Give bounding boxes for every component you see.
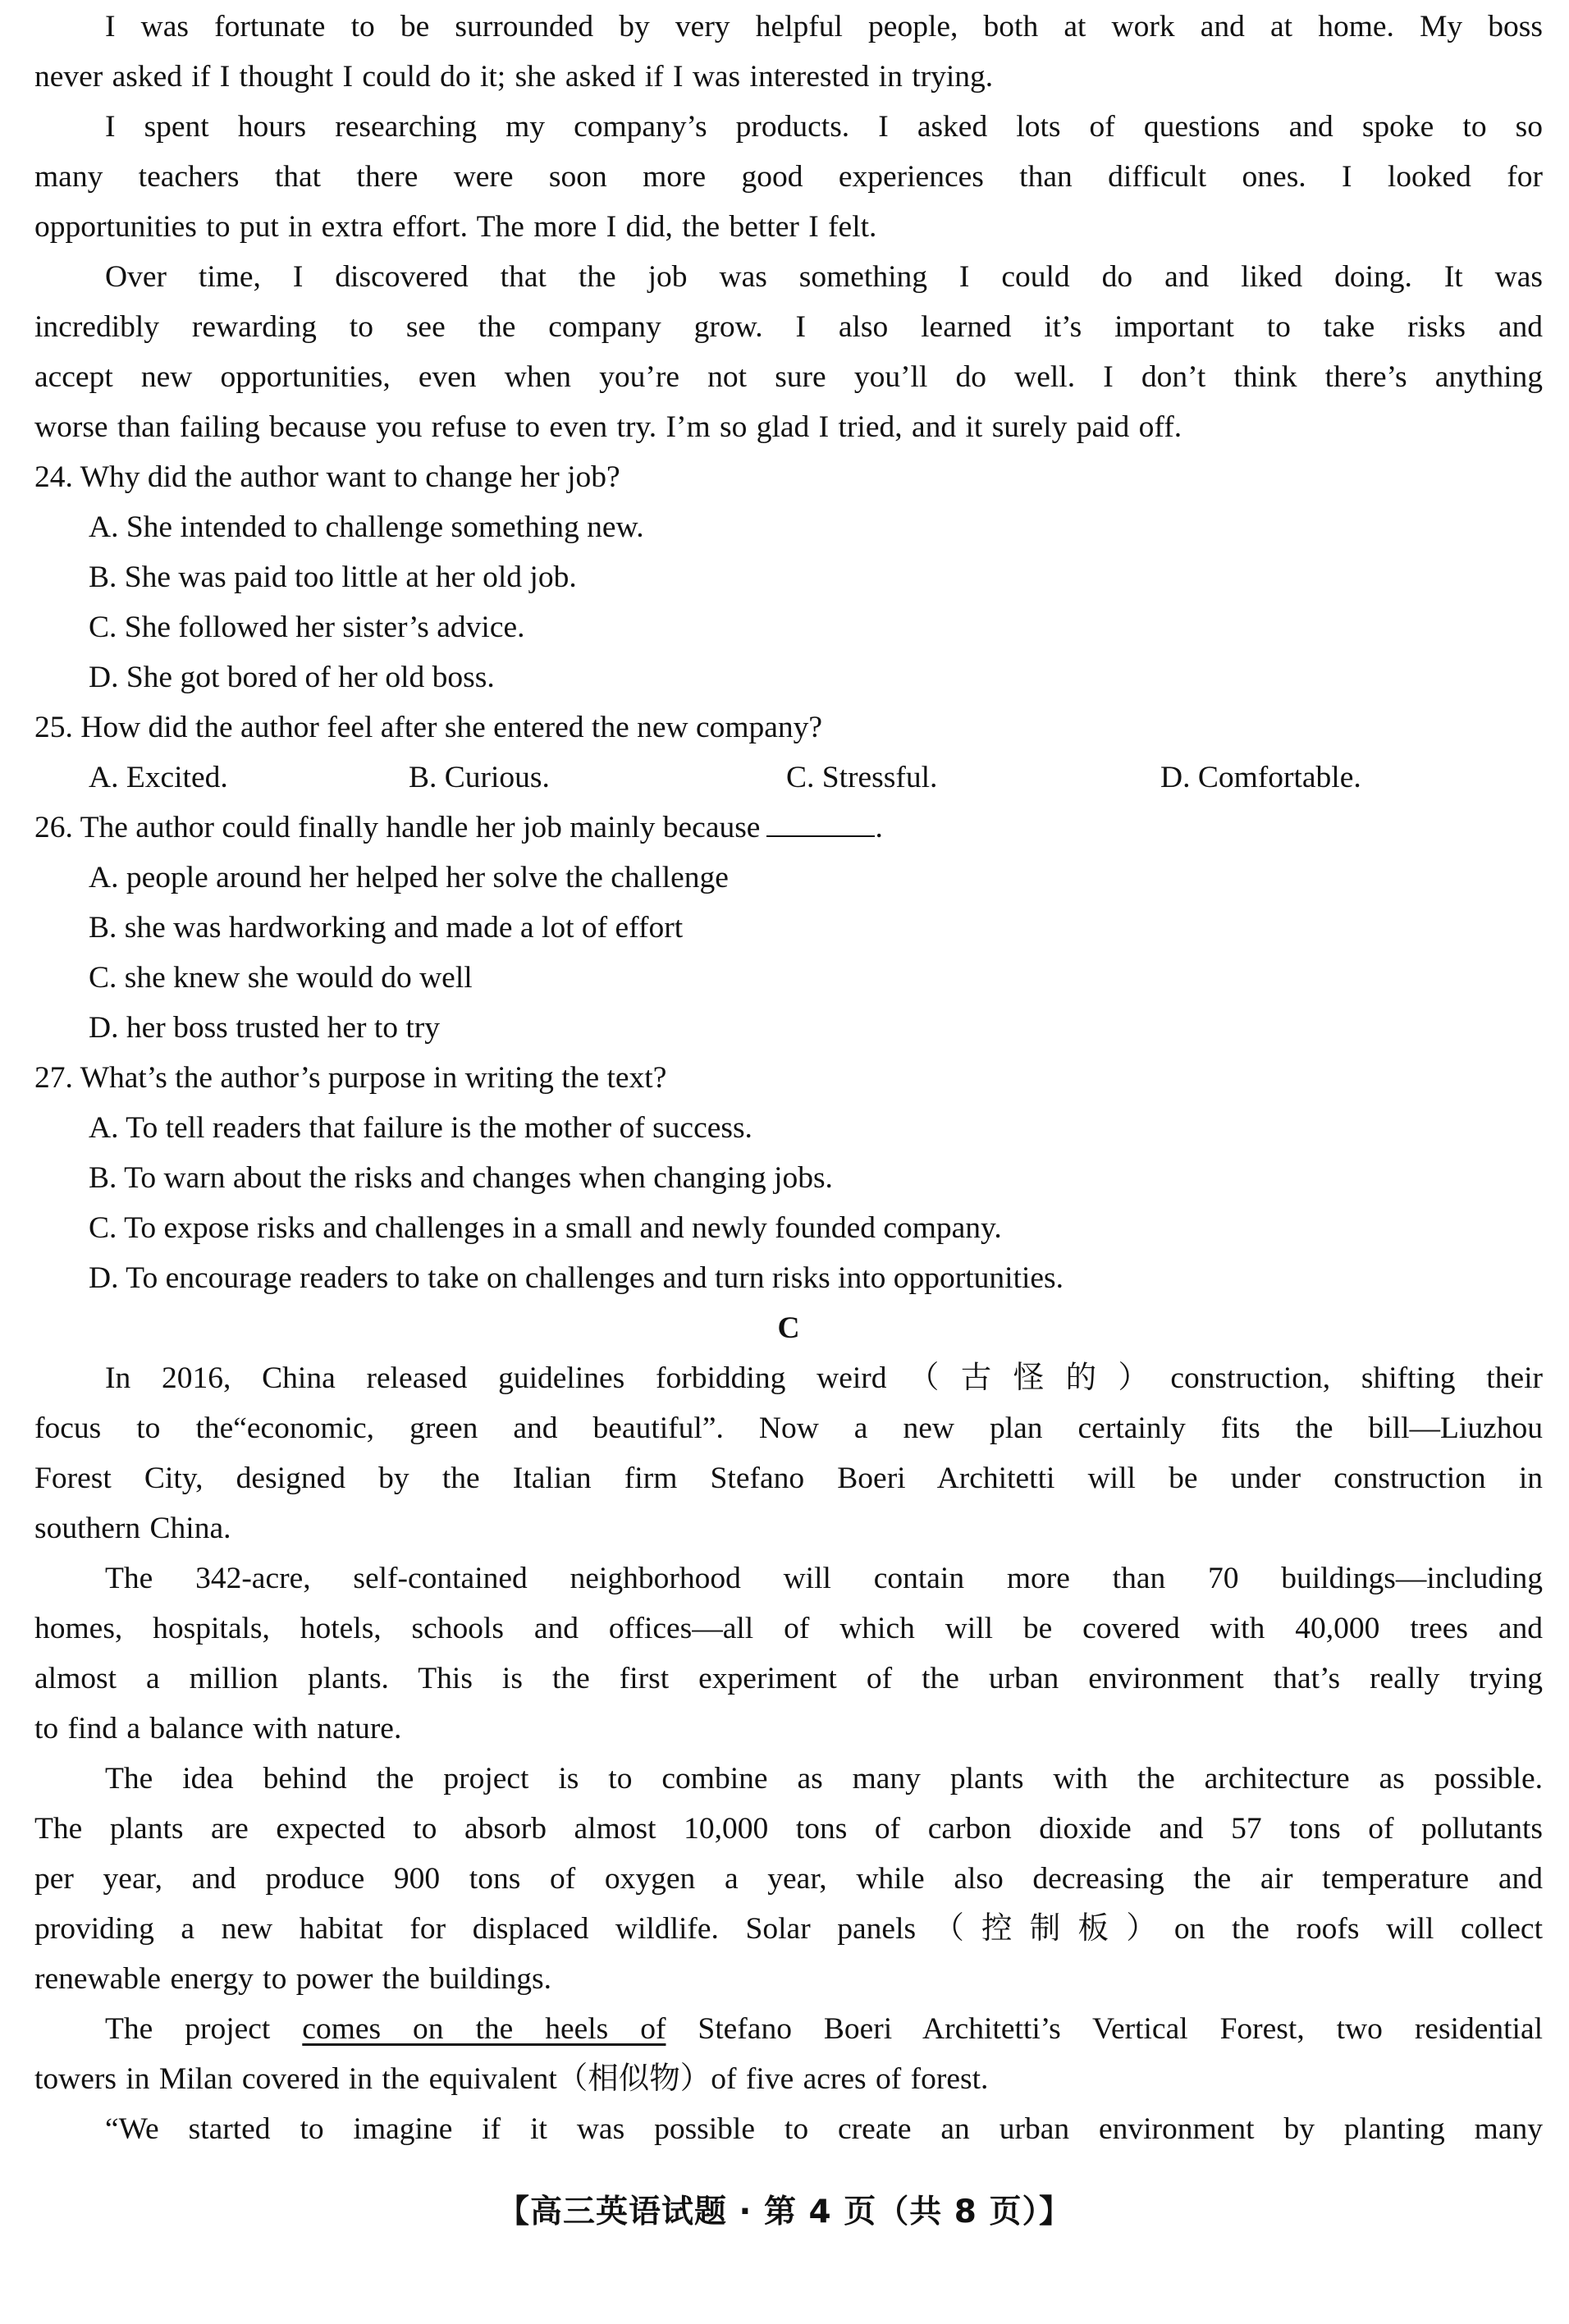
text-line: The plants are expected to absorb almost 10,000 tons of carbon dioxide and 57 tons of pollutants [34, 1812, 1543, 1846]
passage-c-paragraph-2 [34, 1553, 1543, 1754]
answer-option: B. She was paid too little at her old job. [89, 560, 577, 594]
passage-b-paragraph-1 [34, 2, 1543, 102]
answer-option: D. She got bored of her old boss. [89, 661, 495, 694]
answer-option: D. Comfortable. [1160, 761, 1361, 794]
text-line: The 342-acre, self-contained neighborhood will contain more than 70 buildings—including [105, 1562, 1543, 1595]
text-line: I was fortunate to be surrounded by very helpful people, both at work and at home. My boss [105, 10, 1543, 43]
text-line: to find a balance with nature. [34, 1712, 402, 1745]
exam-page [34, 0, 1543, 2324]
text-line: per year, and produce 900 tons of oxygen a year, while also decreasing the air temperature and [34, 1862, 1543, 1896]
text-line: renewable energy to power the buildings. [34, 1962, 551, 1996]
text-line: Forest City, designed by the Italian firm Stefano Boeri Architetti will be under construction in [34, 1462, 1543, 1495]
text-line [34, 2004, 1543, 2054]
answer-option: B. she was hardworking and made a lot of effort [89, 911, 684, 945]
answer-option: D. her boss trusted her to try [89, 1011, 441, 1045]
text-line: towers in Milan covered in the equivalent（相似物）of five acres of forest. [34, 2062, 989, 2096]
text-line: “We started to imagine if it was possible to create an urban environment by planting many [105, 2112, 1543, 2146]
page-footer: 【高三英语试题 · 第 4 页（共 8 页）】 [496, 2194, 1073, 2230]
text-segment: The project [105, 2012, 303, 2046]
text-line: southern China. [34, 1512, 231, 1545]
question-stem: 24. Why did the author want to change her job? [34, 460, 620, 494]
question-25 [34, 702, 1543, 803]
answer-option: C. Stressful. [786, 761, 938, 794]
answer-option: C. She followed her sister’s advice. [89, 611, 525, 644]
answer-option: B. To warn about the risks and changes when changing jobs. [89, 1161, 833, 1195]
answer-options-row [34, 753, 1543, 803]
text-line: almost a million plants. This is the first experiment of the urban environment that’s really trying [34, 1662, 1543, 1695]
question-stem-line [34, 803, 1543, 853]
text-line: providing a new habitat for displaced wildlife. Solar panels（控制板）on the roofs will collect [34, 1912, 1543, 1946]
answer-blank [766, 811, 875, 837]
stem-period: . [875, 811, 883, 844]
passage-c-paragraph-3 [34, 1754, 1543, 2004]
passage-c-paragraph-4 [34, 2004, 1543, 2104]
passage-c-paragraph-5 [34, 2104, 1543, 2154]
text-line: incredibly rewarding to see the company grow. I also learned it’s important to take risks and [34, 310, 1543, 344]
text-line: never asked if I thought I could do it; she asked if I was interested in trying. [34, 60, 994, 94]
text-line: In 2016, China released guidelines forbidding weird（古怪的）construction, shifting their [105, 1361, 1543, 1395]
section-heading: C [777, 1311, 800, 1345]
text-line: Over time, I discovered that the job was something I could do and liked doing. It was [105, 260, 1543, 294]
text-line: worse than failing because you refuse to even try. I’m so glad I tried, and it surely paid off. [34, 410, 1182, 444]
underlined-phrase: comes on the heels of [302, 2012, 666, 2046]
text-line: The idea behind the project is to combine as many plants with the architecture as possible. [105, 1762, 1543, 1796]
answer-option: A. people around her helped her solve the challenge [89, 861, 729, 894]
text-line: focus to the“economic, green and beautiful”. Now a new plan certainly fits the bill—Liuzhou [34, 1411, 1543, 1445]
answer-option: A. To tell readers that failure is the mother of success. [89, 1111, 752, 1145]
passage-b-paragraph-3 [34, 252, 1543, 452]
text-line: many teachers that there were soon more good experiences than difficult ones. I looked for [34, 160, 1543, 194]
text-line: accept new opportunities, even when you’re not sure you’ll do well. I don’t think there’s anything [34, 360, 1543, 394]
text-line: homes, hospitals, hotels, schools and offices—all of which will be covered with 40,000 trees and [34, 1612, 1543, 1645]
answer-option: C. she knew she would do well [89, 961, 473, 995]
question-stem: 25. How did the author feel after she entered the new company? [34, 711, 823, 744]
answer-option: D. To encourage readers to take on challenges and turn risks into opportunities. [89, 1261, 1064, 1295]
text-line: I spent hours researching my company’s products. I asked lots of questions and spoke to so [105, 110, 1543, 144]
answer-option: C. To expose risks and challenges in a small and newly founded company. [89, 1211, 1002, 1245]
question-stem: 26. The author could finally handle her job mainly because [34, 811, 761, 844]
question-26 [34, 803, 1543, 1053]
answer-option: A. She intended to challenge something new. [89, 510, 644, 544]
answer-option: A. Excited. [89, 761, 228, 794]
passage-b-paragraph-2 [34, 102, 1543, 252]
text-line: opportunities to put in extra effort. The more I did, the better I felt. [34, 210, 877, 244]
question-stem: 27. What’s the author’s purpose in writing the text? [34, 1061, 667, 1095]
question-27 [34, 1053, 1543, 1303]
text-segment: Stefano Boeri Architetti’s Vertical Forest, two residential [666, 2012, 1544, 2046]
question-24 [34, 452, 1543, 702]
answer-option: B. Curious. [409, 761, 550, 794]
passage-c-paragraph-1 [34, 1353, 1543, 1553]
